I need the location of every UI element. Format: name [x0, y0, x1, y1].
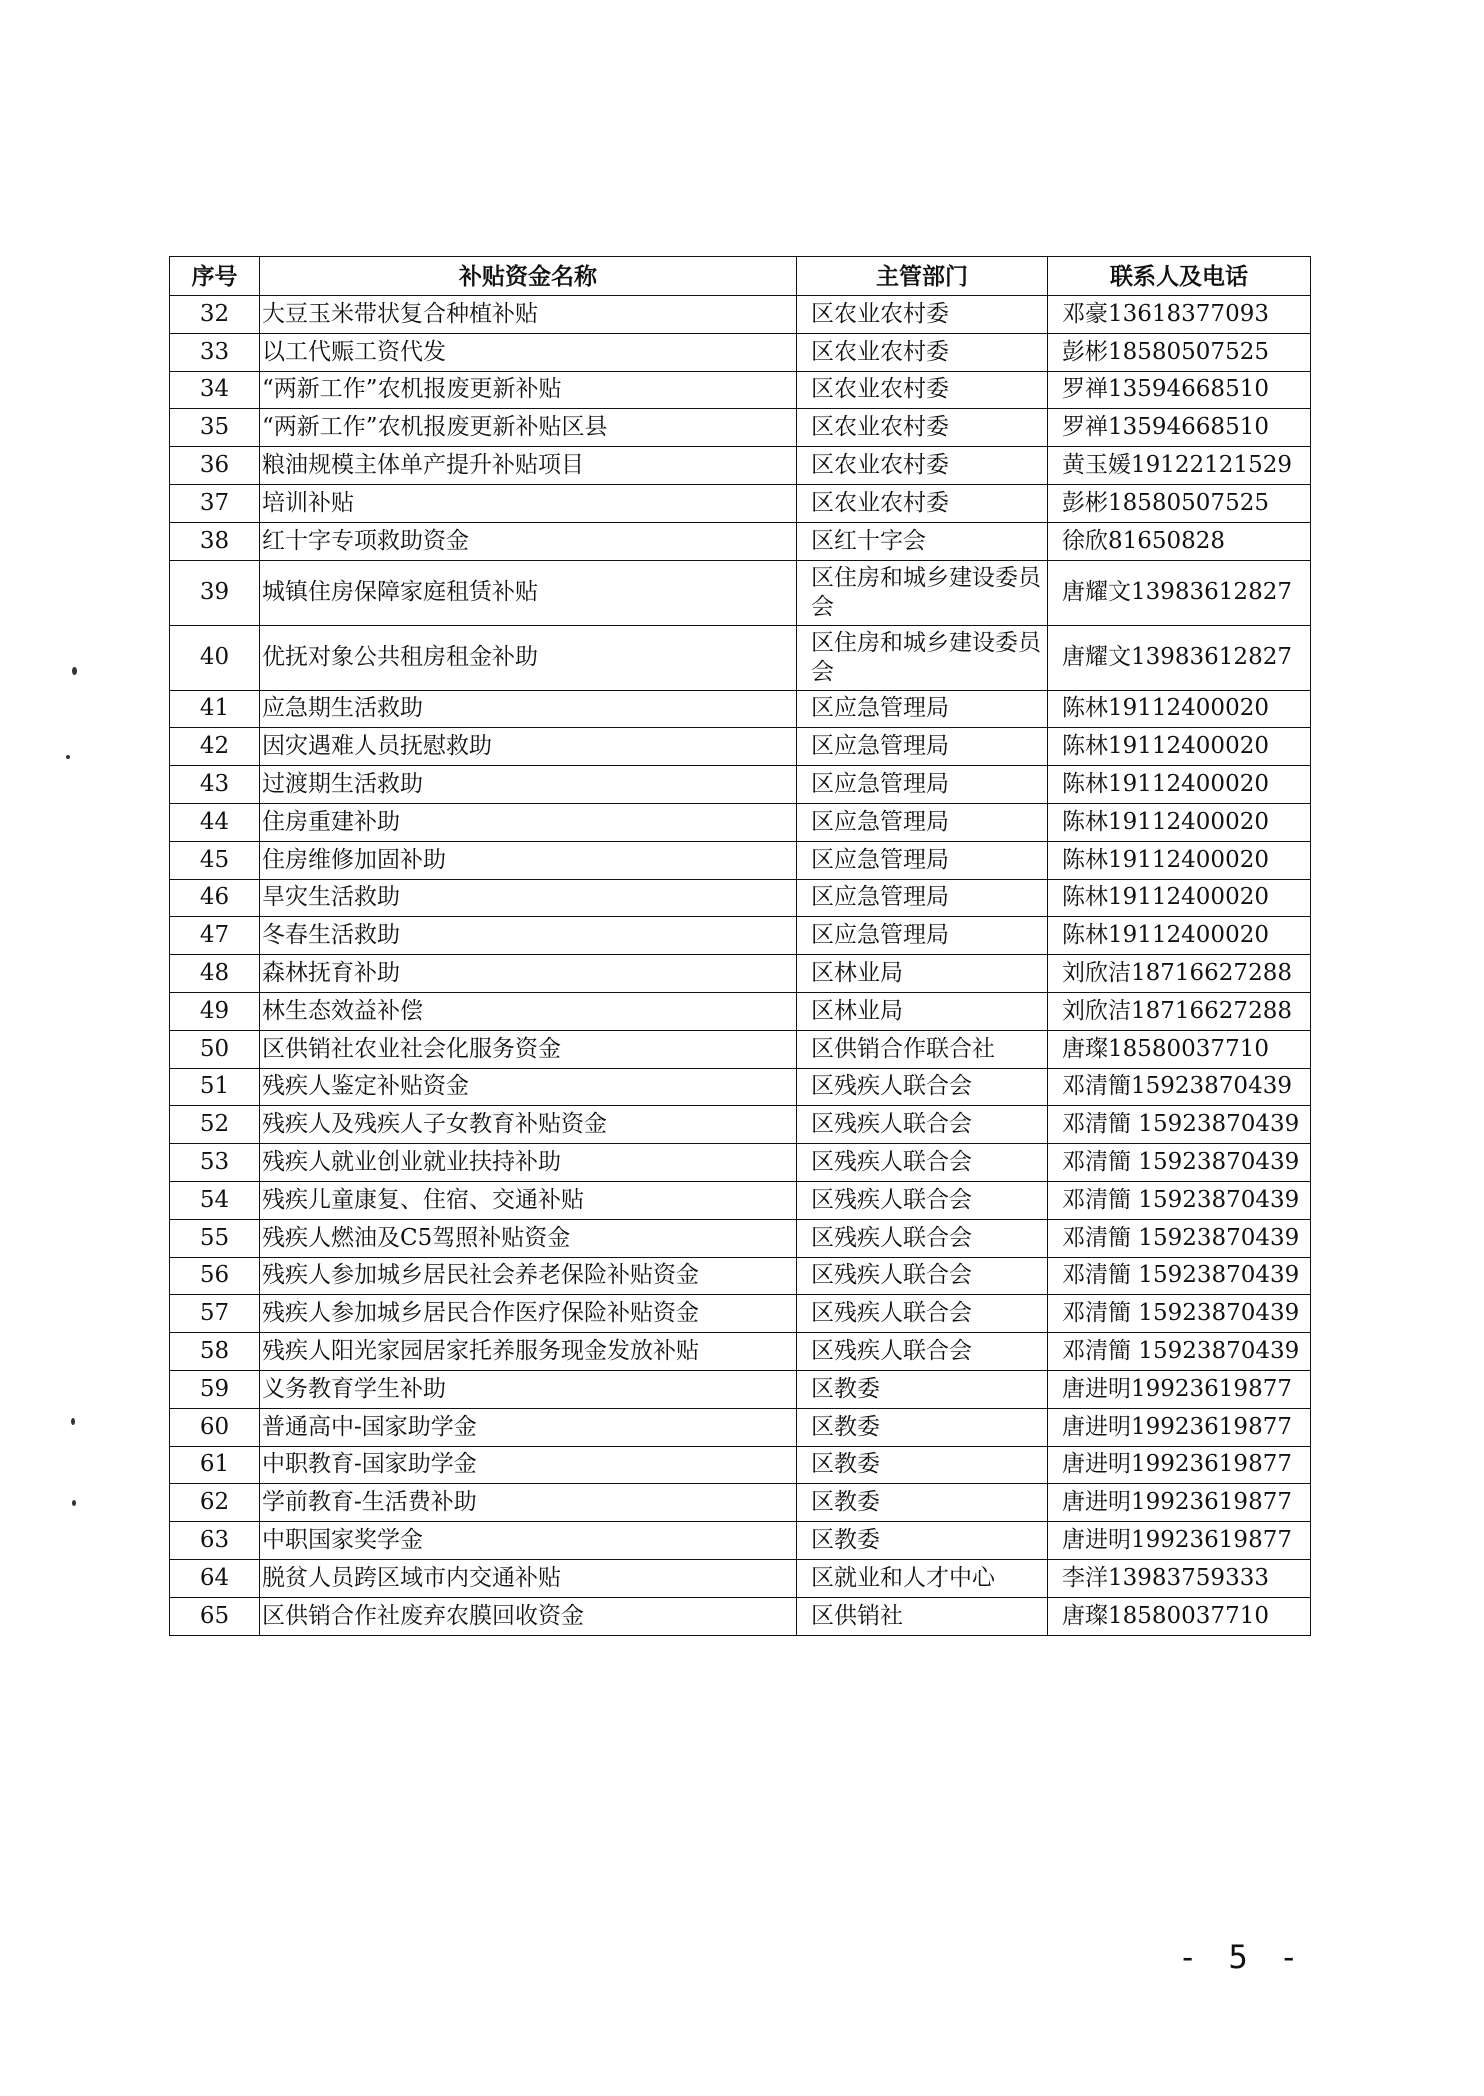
row-serial-number: 47 — [170, 917, 260, 955]
row-contact: 邓清簡 15923870439 — [1048, 1295, 1311, 1333]
row-department: 区应急管理局 — [797, 728, 1048, 766]
row-department: 区残疾人联合会 — [797, 1219, 1048, 1257]
row-subsidy-name: 学前教育-生活费补助 — [260, 1484, 797, 1522]
row-contact: 邓清簡 15923870439 — [1048, 1106, 1311, 1144]
row-serial-number: 33 — [170, 333, 260, 371]
subsidy-contact-table — [169, 256, 1311, 1636]
table-row — [170, 484, 1311, 522]
row-department: 区供销社 — [797, 1597, 1048, 1635]
row-department: 区农业农村委 — [797, 296, 1048, 334]
row-contact: 彭彬18580507525 — [1048, 333, 1311, 371]
row-contact: 邓清簡 15923870439 — [1048, 1219, 1311, 1257]
row-serial-number: 61 — [170, 1446, 260, 1484]
row-serial-number: 49 — [170, 992, 260, 1030]
row-department: 区农业农村委 — [797, 409, 1048, 447]
row-subsidy-name: 城镇住房保障家庭租赁补贴 — [260, 560, 797, 625]
row-subsidy-name: 脱贫人员跨区域市内交通补贴 — [260, 1559, 797, 1597]
row-serial-number: 45 — [170, 841, 260, 879]
row-department: 区农业农村委 — [797, 447, 1048, 485]
row-subsidy-name: 义务教育学生补助 — [260, 1370, 797, 1408]
row-contact: 唐耀文13983612827 — [1048, 560, 1311, 625]
row-serial-number: 41 — [170, 690, 260, 728]
row-department: 区应急管理局 — [797, 766, 1048, 804]
row-serial-number: 39 — [170, 560, 260, 625]
row-contact: 邓清簡 15923870439 — [1048, 1144, 1311, 1182]
row-contact: 邓清簡 15923870439 — [1048, 1257, 1311, 1295]
table-row — [170, 1219, 1311, 1257]
row-subsidy-name: 粮油规模主体单产提升补贴项目 — [260, 447, 797, 485]
row-contact: 刘欣洁18716627288 — [1048, 992, 1311, 1030]
scan-speck — [66, 755, 70, 759]
row-department: 区残疾人联合会 — [797, 1181, 1048, 1219]
table-row — [170, 992, 1311, 1030]
row-department: 区教委 — [797, 1370, 1048, 1408]
row-department: 区残疾人联合会 — [797, 1144, 1048, 1182]
table-row — [170, 1597, 1311, 1635]
table-row — [170, 766, 1311, 804]
row-serial-number: 52 — [170, 1106, 260, 1144]
row-serial-number: 36 — [170, 447, 260, 485]
row-contact: 邓清簡 15923870439 — [1048, 1181, 1311, 1219]
header-department: 主管部门 — [797, 257, 1048, 296]
header-serial-number: 序号 — [170, 257, 260, 296]
row-department: 区林业局 — [797, 955, 1048, 993]
page-number: - 5 - — [1178, 1938, 1305, 1976]
row-contact: 邓豪13618377093 — [1048, 296, 1311, 334]
table-row — [170, 1559, 1311, 1597]
row-department: 区教委 — [797, 1408, 1048, 1446]
row-contact: 邓清簡 15923870439 — [1048, 1333, 1311, 1371]
row-contact: 陈林19112400020 — [1048, 690, 1311, 728]
table-row — [170, 1295, 1311, 1333]
row-serial-number: 65 — [170, 1597, 260, 1635]
table-row — [170, 333, 1311, 371]
row-serial-number: 58 — [170, 1333, 260, 1371]
row-serial-number: 38 — [170, 522, 260, 560]
row-department: 区应急管理局 — [797, 841, 1048, 879]
row-serial-number: 60 — [170, 1408, 260, 1446]
row-contact: 唐进明19923619877 — [1048, 1484, 1311, 1522]
row-serial-number: 48 — [170, 955, 260, 993]
table-row — [170, 522, 1311, 560]
row-department: 区应急管理局 — [797, 879, 1048, 917]
row-contact: 唐进明19923619877 — [1048, 1408, 1311, 1446]
row-subsidy-name: 住房维修加固补助 — [260, 841, 797, 879]
table-row — [170, 690, 1311, 728]
row-department: 区教委 — [797, 1446, 1048, 1484]
row-serial-number: 43 — [170, 766, 260, 804]
row-subsidy-name: 过渡期生活救助 — [260, 766, 797, 804]
table-row — [170, 955, 1311, 993]
row-serial-number: 57 — [170, 1295, 260, 1333]
row-contact: 唐进明19923619877 — [1048, 1370, 1311, 1408]
table-row — [170, 841, 1311, 879]
row-contact: 唐进明19923619877 — [1048, 1522, 1311, 1560]
row-contact: 徐欣81650828 — [1048, 522, 1311, 560]
row-subsidy-name: 残疾人及残疾人子女教育补贴资金 — [260, 1106, 797, 1144]
row-subsidy-name: 残疾人参加城乡居民合作医疗保险补贴资金 — [260, 1295, 797, 1333]
row-subsidy-name: 中职教育-国家助学金 — [260, 1446, 797, 1484]
row-department: 区农业农村委 — [797, 371, 1048, 409]
row-serial-number: 34 — [170, 371, 260, 409]
row-department: 区教委 — [797, 1522, 1048, 1560]
row-subsidy-name: 以工代赈工资代发 — [260, 333, 797, 371]
row-contact: 唐璨18580037710 — [1048, 1030, 1311, 1068]
row-serial-number: 64 — [170, 1559, 260, 1597]
table-row — [170, 296, 1311, 334]
table-header-row — [170, 257, 1311, 296]
row-department: 区应急管理局 — [797, 803, 1048, 841]
row-serial-number: 53 — [170, 1144, 260, 1182]
table-row — [170, 879, 1311, 917]
row-serial-number: 40 — [170, 625, 260, 690]
row-subsidy-name: 应急期生活救助 — [260, 690, 797, 728]
table-body — [170, 296, 1311, 1636]
row-contact: 唐耀文13983612827 — [1048, 625, 1311, 690]
row-subsidy-name: “两新工作”农机报废更新补贴区县 — [260, 409, 797, 447]
scan-speck — [72, 667, 77, 675]
row-department: 区林业局 — [797, 992, 1048, 1030]
table-row — [170, 1370, 1311, 1408]
row-contact: 陈林19112400020 — [1048, 917, 1311, 955]
row-serial-number: 59 — [170, 1370, 260, 1408]
row-subsidy-name: 残疾人阳光家园居家托养服务现金发放补贴 — [260, 1333, 797, 1371]
row-contact: 陈林19112400020 — [1048, 841, 1311, 879]
row-department: 区应急管理局 — [797, 917, 1048, 955]
row-subsidy-name: “两新工作”农机报废更新补贴 — [260, 371, 797, 409]
row-department: 区残疾人联合会 — [797, 1257, 1048, 1295]
table-row — [170, 1257, 1311, 1295]
row-department: 区残疾人联合会 — [797, 1295, 1048, 1333]
row-contact: 陈林19112400020 — [1048, 879, 1311, 917]
row-serial-number: 62 — [170, 1484, 260, 1522]
table-row — [170, 1181, 1311, 1219]
table-row — [170, 1408, 1311, 1446]
row-subsidy-name: 森林抚育补助 — [260, 955, 797, 993]
row-department: 区住房和城乡建设委员会 — [797, 560, 1048, 625]
row-subsidy-name: 普通高中-国家助学金 — [260, 1408, 797, 1446]
table-row — [170, 625, 1311, 690]
row-contact: 陈林19112400020 — [1048, 728, 1311, 766]
table-row — [170, 1522, 1311, 1560]
table-row — [170, 1144, 1311, 1182]
row-serial-number: 44 — [170, 803, 260, 841]
row-subsidy-name: 红十字专项救助资金 — [260, 522, 797, 560]
row-subsidy-name: 优抚对象公共租房租金补助 — [260, 625, 797, 690]
row-contact: 李洋13983759333 — [1048, 1559, 1311, 1597]
row-contact: 陈林19112400020 — [1048, 766, 1311, 804]
row-contact: 罗禅13594668510 — [1048, 409, 1311, 447]
table-row — [170, 803, 1311, 841]
row-serial-number: 54 — [170, 1181, 260, 1219]
table-row — [170, 409, 1311, 447]
row-serial-number: 32 — [170, 296, 260, 334]
row-department: 区农业农村委 — [797, 333, 1048, 371]
row-subsidy-name: 残疾儿童康复、住宿、交通补贴 — [260, 1181, 797, 1219]
scan-speck — [72, 1500, 76, 1506]
row-subsidy-name: 区供销社农业社会化服务资金 — [260, 1030, 797, 1068]
row-serial-number: 56 — [170, 1257, 260, 1295]
row-subsidy-name: 残疾人燃油及C5驾照补贴资金 — [260, 1219, 797, 1257]
row-subsidy-name: 林生态效益补偿 — [260, 992, 797, 1030]
row-serial-number: 37 — [170, 484, 260, 522]
row-subsidy-name: 残疾人参加城乡居民社会养老保险补贴资金 — [260, 1257, 797, 1295]
row-subsidy-name: 培训补贴 — [260, 484, 797, 522]
header-subsidy-name: 补贴资金名称 — [260, 257, 797, 296]
row-serial-number: 51 — [170, 1068, 260, 1106]
row-subsidy-name: 冬春生活救助 — [260, 917, 797, 955]
row-serial-number: 42 — [170, 728, 260, 766]
row-contact: 罗禅13594668510 — [1048, 371, 1311, 409]
table-row — [170, 917, 1311, 955]
row-subsidy-name: 区供销合作社废弃农膜回收资金 — [260, 1597, 797, 1635]
row-subsidy-name: 因灾遇难人员抚慰救助 — [260, 728, 797, 766]
header-contact: 联系人及电话 — [1048, 257, 1311, 296]
table-row — [170, 371, 1311, 409]
row-department: 区残疾人联合会 — [797, 1068, 1048, 1106]
table-row — [170, 728, 1311, 766]
row-subsidy-name: 中职国家奖学金 — [260, 1522, 797, 1560]
scan-speck — [71, 1418, 75, 1425]
row-department: 区残疾人联合会 — [797, 1106, 1048, 1144]
row-department: 区就业和人才中心 — [797, 1559, 1048, 1597]
row-department: 区应急管理局 — [797, 690, 1048, 728]
row-subsidy-name: 大豆玉米带状复合种植补贴 — [260, 296, 797, 334]
row-contact: 唐璨18580037710 — [1048, 1597, 1311, 1635]
table-row — [170, 1484, 1311, 1522]
row-department: 区教委 — [797, 1484, 1048, 1522]
row-contact: 刘欣洁18716627288 — [1048, 955, 1311, 993]
row-subsidy-name: 住房重建补助 — [260, 803, 797, 841]
table-row — [170, 560, 1311, 625]
table-row — [170, 447, 1311, 485]
row-serial-number: 55 — [170, 1219, 260, 1257]
row-department: 区农业农村委 — [797, 484, 1048, 522]
row-contact: 彭彬18580507525 — [1048, 484, 1311, 522]
row-subsidy-name: 残疾人鉴定补贴资金 — [260, 1068, 797, 1106]
row-subsidy-name: 旱灾生活救助 — [260, 879, 797, 917]
row-contact: 黄玉媛19122121529 — [1048, 447, 1311, 485]
row-contact: 陈林19112400020 — [1048, 803, 1311, 841]
table-row — [170, 1030, 1311, 1068]
table-row — [170, 1068, 1311, 1106]
table-row — [170, 1106, 1311, 1144]
row-contact: 唐进明19923619877 — [1048, 1446, 1311, 1484]
row-serial-number: 63 — [170, 1522, 260, 1560]
row-department: 区残疾人联合会 — [797, 1333, 1048, 1371]
row-serial-number: 50 — [170, 1030, 260, 1068]
table-row — [170, 1333, 1311, 1371]
row-department: 区供销合作联合社 — [797, 1030, 1048, 1068]
row-department: 区红十字会 — [797, 522, 1048, 560]
row-subsidy-name: 残疾人就业创业就业扶持补助 — [260, 1144, 797, 1182]
table-row — [170, 1446, 1311, 1484]
row-contact: 邓清簡15923870439 — [1048, 1068, 1311, 1106]
row-serial-number: 46 — [170, 879, 260, 917]
row-department: 区住房和城乡建设委员会 — [797, 625, 1048, 690]
row-serial-number: 35 — [170, 409, 260, 447]
